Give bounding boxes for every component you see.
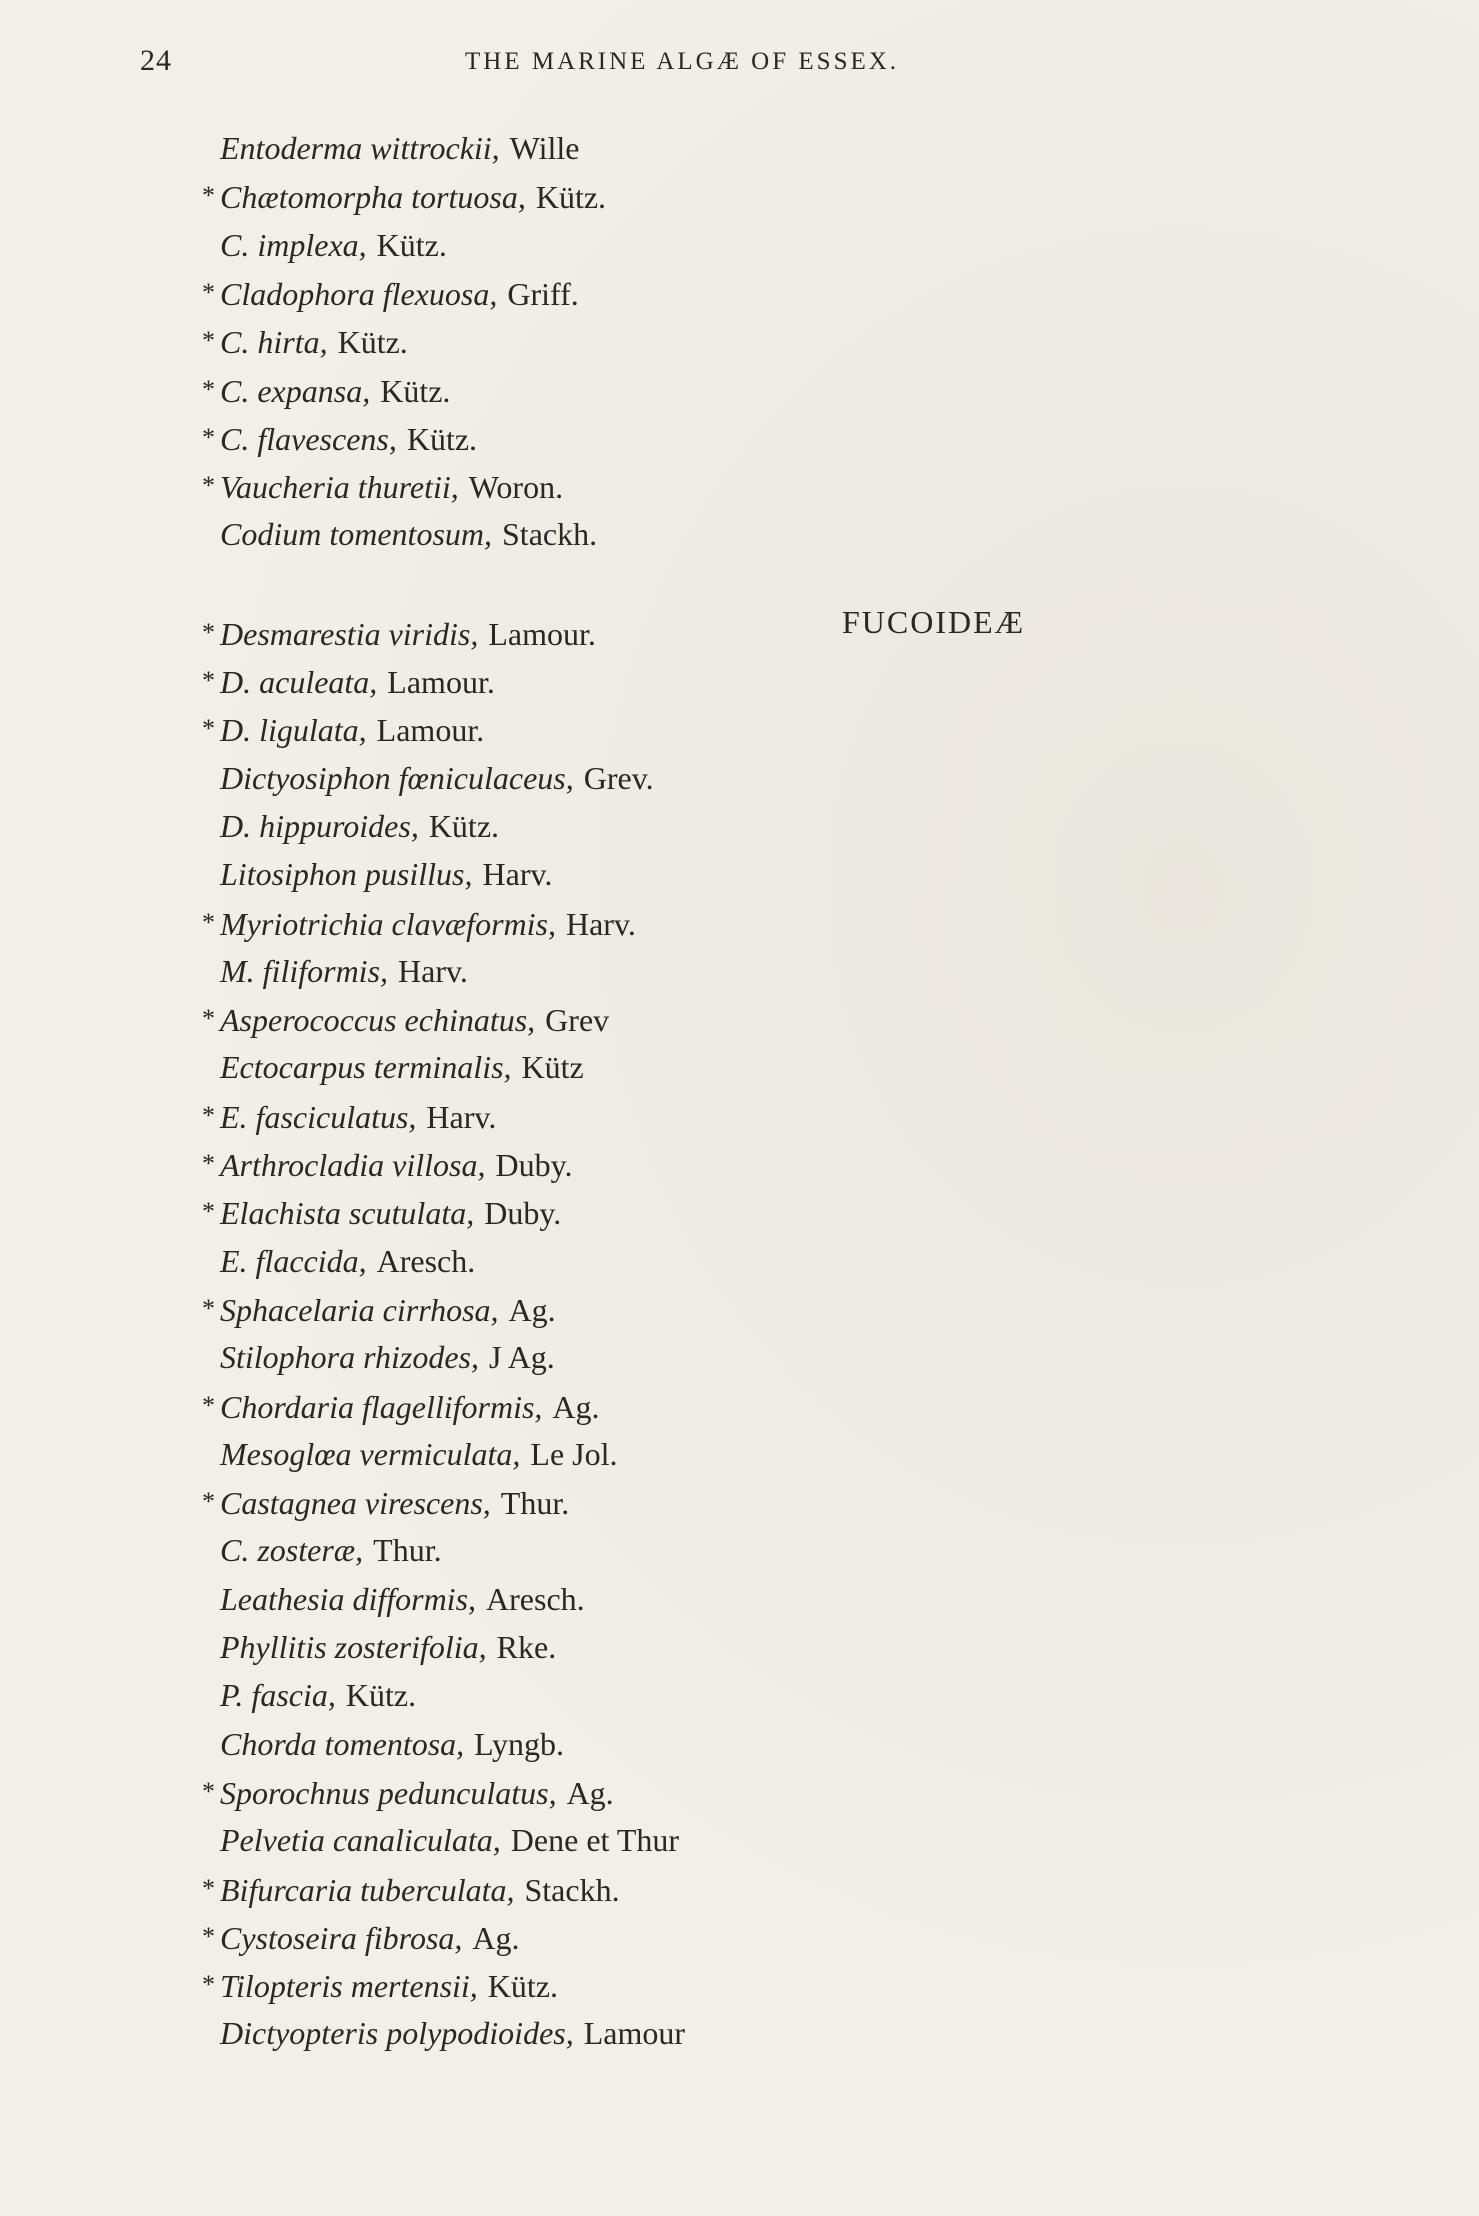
species-authority: Lamour. — [488, 616, 596, 652]
list-item — [202, 1768, 614, 1816]
asterisk-marker: * — [202, 1391, 215, 1420]
species-name: Sporochnus pedunculatus, — [220, 1775, 557, 1811]
species-authority: Griff. — [507, 276, 579, 312]
species-name: Chordaria flagelliformis, — [220, 1389, 543, 1425]
list-item — [202, 657, 495, 705]
species-authority: Grev — [545, 1002, 610, 1038]
species-name: M. filiformis, — [220, 953, 389, 989]
species-authority: Ag. — [566, 1775, 614, 1811]
list-item — [202, 705, 484, 753]
species-authority: Harv. — [426, 1099, 497, 1135]
species-name: Tilopteris mertensii, — [220, 1968, 478, 2004]
list-item — [202, 1043, 584, 1091]
species-name: Mesoglœa vermiculata, — [220, 1436, 521, 1472]
list-item — [202, 1430, 617, 1478]
species-name: C. expansa, — [220, 373, 371, 409]
asterisk-marker: * — [202, 181, 215, 210]
list-item — [202, 1092, 496, 1140]
species-name: Phyllitis zosterifolia, — [220, 1629, 487, 1665]
species-name: C. flavescens, — [220, 421, 397, 457]
species-name: Asperococcus echinatus, — [220, 1002, 536, 1038]
species-authority: Kütz. — [345, 1677, 417, 1713]
species-authority: Dene et Thur — [510, 1822, 680, 1858]
list-item — [202, 317, 408, 365]
species-name: Elachista scutulata, — [220, 1195, 475, 1231]
species-authority: Stackh. — [524, 1872, 620, 1908]
list-item — [202, 1720, 564, 1768]
asterisk-marker: * — [202, 1487, 215, 1516]
species-authority: Kütz — [521, 1049, 584, 1085]
species-authority: Thur. — [500, 1485, 570, 1521]
species-name: Codium tomentosum, — [220, 516, 492, 552]
asterisk-marker: * — [202, 666, 215, 695]
list-item — [202, 609, 596, 657]
list-item — [202, 1285, 556, 1333]
species-authority: Kütz. — [406, 421, 478, 457]
species-authority: Lyngb. — [474, 1726, 564, 1762]
species-authority: Grev. — [583, 760, 654, 796]
species-authority: Ag. — [472, 1920, 520, 1956]
page-number: 24 — [140, 44, 172, 77]
list-item — [202, 1575, 585, 1623]
species-authority: Kütz. — [428, 808, 500, 844]
list-item — [202, 1671, 416, 1719]
species-authority: Harv. — [482, 856, 553, 892]
species-name: Pelvetia canaliculata, — [220, 1822, 501, 1858]
species-name: Entoderma wittrockii, — [220, 130, 500, 166]
species-name: D. aculeata, — [220, 664, 378, 700]
list-item — [202, 1188, 561, 1236]
asterisk-marker: * — [202, 618, 215, 647]
species-name: Arthrocladia villosa, — [220, 1147, 486, 1183]
species-name: E. flaccida, — [220, 1243, 367, 1279]
asterisk-marker: * — [202, 1922, 215, 1951]
species-name: Vaucheria thuretii, — [220, 469, 459, 505]
list-item — [202, 995, 609, 1043]
list-item — [202, 754, 654, 802]
asterisk-marker: * — [202, 278, 215, 307]
species-name: C. hirta, — [220, 324, 328, 360]
species-name: Desmarestia viridis, — [220, 616, 479, 652]
list-item — [202, 462, 563, 510]
list-item — [202, 1237, 475, 1285]
species-name: Stilophora rhizodes, — [220, 1339, 479, 1375]
asterisk-marker: * — [202, 1197, 215, 1226]
list-item — [202, 1333, 555, 1381]
species-authority: Lamour. — [376, 712, 485, 748]
species-authority: Lamour — [583, 2015, 686, 2051]
species-authority: Stackh. — [502, 516, 598, 552]
asterisk-marker: * — [202, 423, 215, 452]
species-name: D. ligulata, — [220, 712, 367, 748]
species-authority: Ag. — [552, 1389, 600, 1425]
species-name: Chætomorpha tortuosa, — [220, 179, 526, 215]
list-item — [202, 172, 606, 220]
asterisk-marker: * — [202, 326, 215, 355]
species-name: Chorda tomentosa, — [220, 1726, 465, 1762]
running-title: THE MARINE ALGÆ OF ESSEX. — [465, 48, 900, 75]
species-authority: Harv. — [565, 906, 636, 942]
species-authority: Duby. — [484, 1195, 562, 1231]
asterisk-marker: * — [202, 1294, 215, 1323]
asterisk-marker: * — [202, 908, 215, 937]
species-name: P. fascia, — [220, 1677, 336, 1713]
species-authority: J Ag. — [489, 1339, 555, 1375]
species-authority: Rke. — [496, 1629, 557, 1665]
list-item — [202, 1913, 520, 1961]
species-authority: Harv. — [398, 953, 468, 989]
section-heading: FUCOIDEÆ — [842, 604, 1026, 640]
species-authority: Kütz. — [535, 179, 607, 215]
list-item — [202, 1961, 558, 2009]
species-name: Myriotrichia clavæformis, — [220, 906, 556, 942]
species-authority: Le Jol. — [530, 1436, 618, 1472]
species-authority: Aresch. — [376, 1243, 476, 1279]
species-authority: Aresch. — [486, 1581, 585, 1617]
species-name: Leathesia difformis, — [220, 1581, 477, 1617]
list-item — [202, 414, 477, 462]
species-authority: Thur. — [373, 1532, 442, 1568]
species-authority: Kütz. — [376, 227, 447, 263]
list-item — [202, 1382, 600, 1430]
list-item — [202, 1478, 569, 1526]
species-authority: Kütz. — [487, 1968, 558, 2004]
species-name: C. implexa, — [220, 227, 367, 263]
species-authority: Wille — [509, 130, 580, 166]
asterisk-marker: * — [202, 714, 215, 743]
species-authority: Woron. — [468, 469, 564, 505]
species-name: Sphacelaria cirrhosa, — [220, 1292, 499, 1328]
list-item — [202, 1865, 620, 1913]
asterisk-marker: * — [202, 1970, 215, 1999]
species-authority: Duby. — [495, 1147, 573, 1183]
species-name: Bifurcaria tuberculata, — [220, 1872, 515, 1908]
list-item — [202, 124, 579, 172]
asterisk-marker: * — [202, 375, 215, 404]
list-item — [202, 850, 552, 898]
species-authority: Kütz. — [380, 373, 451, 409]
list-item — [202, 510, 597, 558]
asterisk-marker: * — [202, 1101, 215, 1130]
list-item — [202, 1816, 679, 1864]
species-authority: Ag. — [508, 1292, 556, 1328]
species-name: C. zosteræ, — [220, 1532, 364, 1568]
species-name: Dictyosiphon fœniculaceus, — [220, 760, 574, 796]
species-name: Castagnea virescens, — [220, 1485, 491, 1521]
list-item — [202, 802, 499, 850]
species-authority: Lamour. — [387, 664, 495, 700]
asterisk-marker: * — [202, 1149, 215, 1178]
asterisk-marker: * — [202, 471, 215, 500]
list-item — [202, 947, 468, 995]
list-item — [202, 269, 579, 317]
species-name: E. fasciculatus, — [220, 1099, 417, 1135]
asterisk-marker: * — [202, 1777, 215, 1806]
list-item — [202, 1526, 442, 1574]
asterisk-marker: * — [202, 1004, 215, 1033]
list-item — [202, 1140, 573, 1188]
asterisk-marker: * — [202, 1874, 215, 1903]
species-name: Litosiphon pusillus, — [220, 856, 473, 892]
species-authority: Kütz. — [337, 324, 408, 360]
list-item — [202, 2009, 685, 2057]
list-item — [202, 366, 450, 414]
list-item — [202, 1623, 556, 1671]
list-item — [202, 221, 447, 269]
species-name: Cystoseira fibrosa, — [220, 1920, 463, 1956]
species-name: D. hippuroides, — [220, 808, 419, 844]
species-name: Dictyopteris polypodioides, — [220, 2015, 574, 2051]
species-name: Cladophora flexuosa, — [220, 276, 498, 312]
species-name: Ectocarpus terminalis, — [220, 1049, 512, 1085]
list-item — [202, 899, 636, 947]
